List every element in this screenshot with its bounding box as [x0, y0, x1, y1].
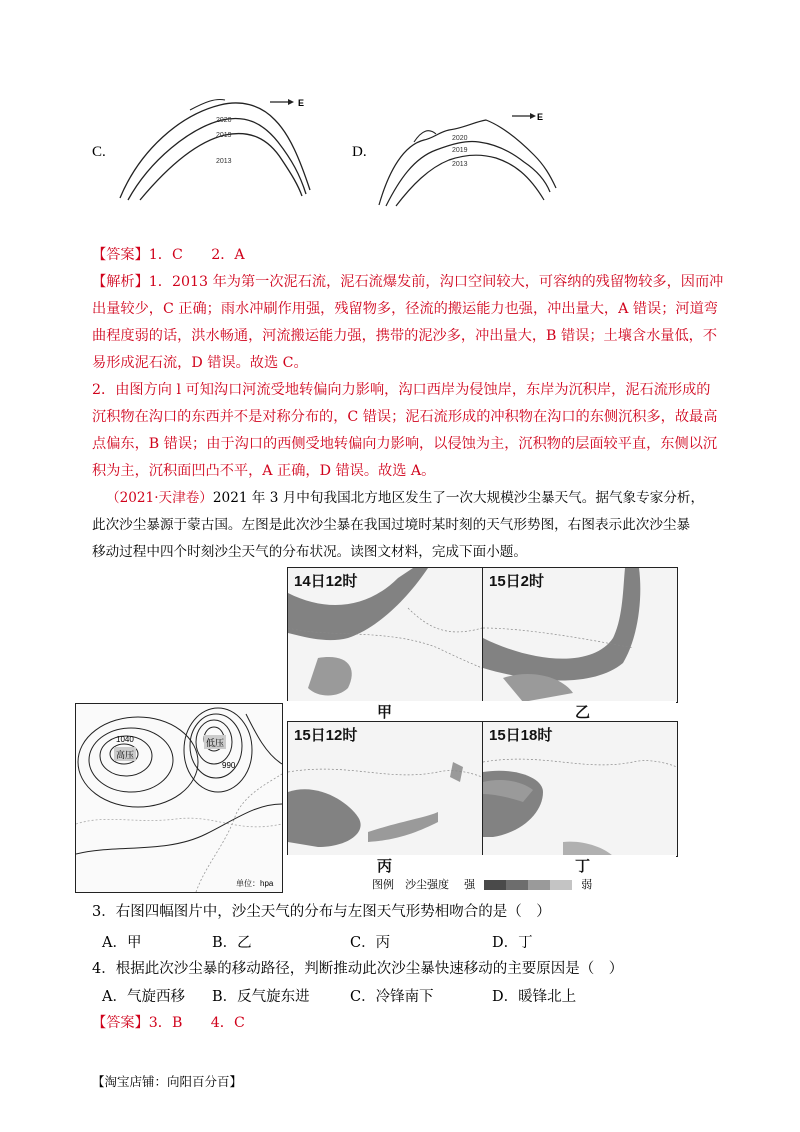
question-intro: [92, 485, 712, 566]
answer-tag: 【答案】: [92, 247, 149, 263]
analysis-block-1: [92, 269, 724, 377]
legend-weak: 弱: [581, 879, 593, 891]
intro-line-1: 2021 年 3 月中旬我国北方地区发生了一次大规模沙尘暴天气。据气象专家分析，: [212, 490, 705, 506]
legend-title: 图例: [372, 879, 394, 891]
map-label-ding: 丁: [575, 858, 591, 875]
answer-tag-2: 【答案】: [92, 1015, 149, 1031]
analysis2-line-1: 2．由图方向 l 可知沟口河流受地转偏向力影响，沟口西岸为侵蚀岸，东岸为沉积岸，泥石流形成的: [92, 382, 711, 398]
year-label-2013-d: 2013: [452, 161, 468, 168]
legend-swatch-3: [528, 880, 550, 890]
legend-swatch-1: [484, 880, 506, 890]
year-label-2013: 2013: [216, 158, 232, 165]
analysis-tag: 【解析】: [92, 274, 149, 290]
map-label-jia: 甲: [377, 704, 393, 721]
dust-map-jia: [287, 567, 483, 703]
dust-map-time-yi: 15日2时: [489, 573, 545, 590]
legend-strong: 强: [464, 879, 476, 891]
year-label-2019: 2019: [216, 132, 232, 139]
answer-block-2: [92, 1010, 712, 1037]
diagram-d: [374, 100, 564, 210]
q3-option-c[interactable]: C．丙: [350, 935, 391, 951]
question-3-stem: 3．右图四幅图片中，沙尘天气的分布与左图天气形势相吻合的是（ ）: [92, 904, 551, 920]
q4-option-b[interactable]: B．反气旋东进: [212, 989, 310, 1005]
q3-option-d[interactable]: D．丁: [492, 935, 533, 951]
map-label-bing: 丙: [377, 858, 393, 875]
answer-text: 1．C 2．A: [148, 247, 245, 263]
analysis1-line-3: 曲程度弱的话，洪水畅通，河流搬运能力强，携带的泥沙多，冲出量大，B 错误；土壤含水量低，不: [92, 328, 718, 344]
analysis2-line-2: 沉积物在沟口的东西并不是对称分布的，C 错误；泥石流形成的冲积物在沟口的东侧沉积多，故最高: [92, 409, 718, 425]
legend-name: 沙尘强度: [405, 879, 450, 891]
analysis1-line-4: 易形成泥石流，D 错误。故选 C。: [92, 355, 308, 371]
legend-swatch-4: [550, 880, 572, 890]
low-pressure-label: 低压: [206, 738, 225, 748]
dust-map-time-ding: 15日18时: [489, 727, 553, 744]
analysis1-line-2: 出量较少，C 正确；雨水冲刷作用强，残留物多，径流的搬运能力也强，冲出量大，A 错误；河道弯: [92, 301, 718, 317]
dust-map-yi: [482, 567, 678, 703]
q3-option-a[interactable]: A．甲: [102, 935, 142, 951]
analysis2-line-3: 点偏东，B 错误；由于沟口的西侧受地转偏向力影响，以侵蚀为主，沉积物的层面较平直，东侧以沉: [92, 436, 718, 452]
map-label-row-2: [287, 855, 676, 875]
dust-map-ding: [482, 721, 678, 857]
high-pressure-label: 高压: [116, 750, 135, 760]
arrow-e-label-c: E: [298, 98, 305, 108]
map-label-row-1: [287, 701, 676, 721]
diagram-c: [110, 90, 330, 205]
weather-map: [75, 703, 283, 893]
dust-map-bing: [287, 721, 483, 857]
isobar-990-label: 990: [222, 761, 236, 770]
unit-label: 单位：hpa: [236, 879, 274, 888]
answer-text-2: 3．B 4．C: [148, 1015, 245, 1031]
map-label-yi: 乙: [575, 704, 591, 721]
dust-map-time-bing: 15日12时: [294, 727, 358, 744]
year-label-2020-d: 2020: [452, 135, 468, 142]
intro-line-3: 移动过程中四个时刻沙尘天气的分布状况。读图文材料，完成下面小题。: [92, 544, 527, 560]
year-label-2020: 2020: [216, 117, 232, 124]
option-c-label: C.: [92, 144, 106, 160]
arrow-e-label-d: E: [537, 112, 544, 122]
footer-shop: 【淘宝店铺：向阳百分百】: [92, 1074, 243, 1089]
q4-option-d[interactable]: D．暖锋北上: [492, 989, 577, 1005]
analysis2-line-4: 积为主，沉积面凹凸不平，A 正确，D 错误。故选 A。: [92, 463, 436, 479]
question-3-options: [92, 931, 712, 953]
year-label-2019-d: 2019: [452, 147, 468, 154]
analysis-block-2: [92, 377, 718, 485]
legend-swatch-2: [506, 880, 528, 890]
source-tag: （2021·天津卷）: [106, 490, 213, 506]
q4-option-c[interactable]: C．冷锋南下: [350, 989, 434, 1005]
dust-map-time-jia: 14日12时: [294, 573, 358, 590]
answer-block-1: [92, 242, 712, 269]
q3-option-b[interactable]: B．乙: [212, 935, 252, 951]
high-pressure-value: 1040: [116, 735, 134, 744]
question-4-options: [92, 985, 712, 1007]
dust-legend: [372, 876, 592, 892]
option-d-label: D.: [352, 144, 367, 160]
intro-line-2: 此次沙尘暴源于蒙古国。左图是此次沙尘暴在我国过境时某时刻的天气形势图，右图表示此次沙尘暴: [92, 517, 691, 533]
question-4-stem: 4．根据此次沙尘暴的移动路径，判断推动此次沙尘暴快速移动的主要原因是（ ）: [92, 961, 624, 977]
analysis1-line-1: 1．2013 年为第一次泥石流，泥石流爆发前，沟口空间较大，可容纳的残留物较多，因而冲: [148, 274, 724, 290]
q4-option-a[interactable]: A．气旋西移: [102, 989, 185, 1005]
